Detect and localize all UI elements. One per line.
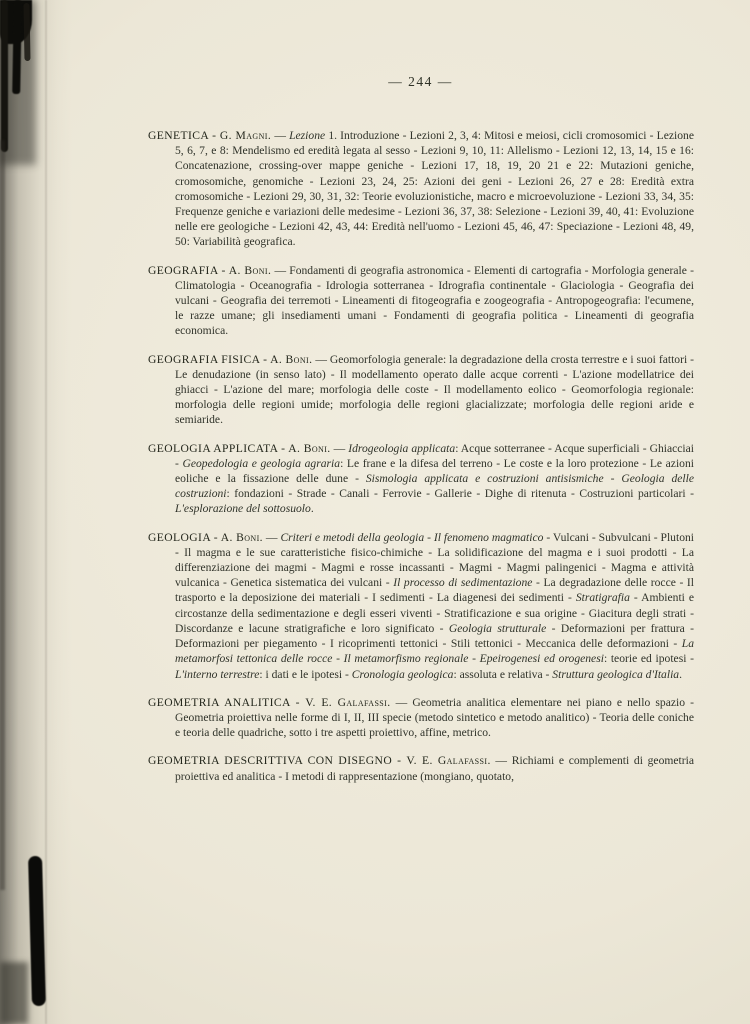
course-text: — Geomorfologia generale: la degradazione della crosta terrestre e i suoi fattori - Le denudazione (in senso lato) - Il modellamento operato dalle acque correnti - L'azione modellatrice dei ghiacci - L'azione del mare; morfologia delle coste - Il modellamento eolico - Geomorfologia regionale: morfologia delle regioni umide; morfologia delle regioni glacializzate; morfologia delle regioni aride e semiaride.: [175, 352, 694, 427]
course-text: : Acque sotterranee - Acque superficiali - Ghiacciai -: [175, 441, 694, 470]
course-text-italic: Geopedologia e geologia agraria: [182, 456, 341, 470]
course-title: GEOLOGIA APPLICATA - A. Boni.: [148, 441, 331, 455]
course-text: : fondazioni - Strade - Canali - Ferrovie - Gallerie - Dighe di ritenuta - Costruzioni particolari -: [226, 487, 694, 501]
course-paragraph: [148, 530, 694, 682]
course-text-italic: Epeirogenesi ed orogenesi: [479, 652, 604, 666]
ink-mark: [23, 3, 30, 61]
course-text: .: [310, 502, 314, 516]
course-text-italic: Geologia strutturale: [448, 621, 547, 635]
course-text: — Fondamenti di geografia astronomica - Elementi di cartografia - Morfologia generale - Climatologia - Oceanografia - Idrologia sotterranea - Idrografia continentale - Glaciologia - Geografia dei vulcani - Geografia dei terremoti - Lineamenti di fitogeografia e zoogeografia - Antropogeografia: l'ecumene, le razze umane; gli insediamenti umani - Fondamenti di geografia politica - Lineamenti di geografia economica.: [175, 263, 694, 338]
course-text: —: [262, 530, 281, 544]
ink-mark: [0, 0, 36, 165]
course-text-italic: Idrogeologia applicata: [348, 441, 456, 455]
course-text: 1. Introduzione - Lezioni 2, 3, 4: Mitosi e meiosi, cicli cromosomici - Lezione 5, 6, 7, e 8: Mendelismo ed eredità legata al sesso - Lezioni 9, 10, 11: Allelismo - Lezioni 12, 13, 14, 15 e 16: Concatenazione, crossing-over mappe geniche - Lezioni 17, 18, 19, 20 21 e 22: Mutazioni geniche, cromosomiche, genomiche - Lezioni 23, 24, 25: Azioni dei geni - Lezioni 26, 27 e 28: Eredità extra cromosomiche - Lezioni 29, 30, 31, 32: Teorie evoluzionistiche, macro e microevoluzione - Lezioni 33, 34, 35: Frequenze geniche e variazioni delle medesime - Lezioni 36, 37, 38: Selezione - Lezioni 39, 40, 41: Evoluzione nelle ere geologiche - Lezioni 42, 43, 44: Eredità nell'uomo - Lezioni 45, 46, 47: Speciazione - Lezioni 48, 49, 50: Variabilità geografica.: [175, 129, 694, 249]
course-text-italic: Stratigrafia: [575, 591, 630, 605]
page-number: — 244 —: [388, 74, 453, 89]
course-text: - Ambienti e circostanze della sedimentazione e degli esseri viventi - Stratificazione e sua origine - Giacitura degli strati - Discordanze e lacune stratigrafiche e loro significato -: [175, 591, 695, 635]
course-paragraph: [148, 441, 694, 517]
course-paragraph: [148, 352, 694, 428]
course-paragraph: [148, 263, 694, 339]
course-text: -: [603, 472, 622, 486]
ink-mark: [12, 0, 22, 94]
course-title: GEOGRAFIA FISICA - A. Boni.: [148, 352, 313, 366]
course-text-italic: L'esplorazione del sottosuolo: [175, 502, 311, 516]
course-text: -: [468, 652, 480, 666]
course-text: : i dati e le ipotesi -: [259, 667, 352, 681]
course-title: GENETICA - G. Magni.: [148, 129, 272, 142]
course-title: GEOGRAFIA - A. Boni.: [148, 263, 272, 277]
course-text: : assoluta e relativa -: [453, 667, 553, 681]
course-text: — Richiami e complementi di geometria proiettiva ed analitica - I metodi di rappresentazione (mongiano, quotato,: [175, 754, 694, 783]
ink-mark: [1, 0, 8, 152]
course-text-italic: Struttura geologica d'Italia: [552, 667, 680, 681]
course-text: —: [271, 129, 290, 142]
course-text: - Vulcani - Subvulcani - Plutoni - Il magma e le sue caratteristiche fisico-chimiche - La solidificazione del magma e i suoi prodotti - La differenziazione dei magmi - Magmi e rosse incassanti - Magmi - Magmi palingenici - Magma e attività vulcanica - Genetica sistematica dei vulcani -: [175, 530, 695, 590]
course-title: GEOMETRIA ANALITICA - V. E. Galafassi.: [148, 695, 391, 709]
page-crease: [45, 0, 47, 1024]
course-text-italic: Sismologia applicata e costruzioni antisismiche: [365, 472, 604, 486]
ink-mark: [0, 962, 28, 1024]
course-text: : teorie ed ipotesi -: [603, 652, 694, 666]
course-text: - La degradazione delle rocce - Il trasporto e la deposizione dei materiali - I sedimenti - La diagenesi dei sedimenti -: [175, 576, 694, 605]
course-text-italic: La metamorfosi tettonica delle rocce - Il metamorfismo regionale: [175, 637, 694, 666]
course-text: — Geometria analitica elementare nei piano e nello spazio - Geometria proiettiva nelle forme di I, II, III specie (metodo sintetico e metodo analitico) - Teoria delle coniche e teoria delle quadriche, sotto i tre aspetti proiettivo, affine, metrico.: [175, 695, 694, 740]
course-text-italic: L'interno terrestre: [175, 667, 260, 681]
course-text: : Le frane e la difesa del terreno - Le coste e la loro protezione - Le azioni eoliche e la fissazione delle dune -: [175, 456, 694, 486]
course-text-italic: Geologia delle costruzioni: [175, 472, 694, 501]
ink-mark: [28, 856, 46, 1006]
course-text: —: [330, 441, 349, 455]
binding-shadow: [0, 0, 72, 1024]
course-paragraph: [148, 753, 694, 783]
course-text: - Deformazioni per frattura - Deformazioni per piegamento - I ricoprimenti tettonici - Stili tettonici - Meccanica delle deformazioni -: [175, 621, 694, 651]
course-text: .: [679, 667, 682, 681]
course-text-italic: Il processo di sedimentazione: [393, 576, 533, 590]
course-paragraph: [148, 128, 694, 250]
course-title: GEOLOGIA - A. Boni.: [148, 530, 263, 544]
course-text-italic: Lezione: [289, 129, 326, 142]
course-list: [148, 128, 694, 797]
course-text-italic: Cronologia geologica: [351, 667, 454, 681]
course-title: GEOMETRIA DESCRITTIVA CON DISEGNO - V. E. Galafassi.: [148, 754, 491, 768]
ink-mark: [0, 0, 32, 44]
course-text-italic: Criteri e metodi della geologia - Il fenomeno magmatico: [280, 530, 544, 544]
course-paragraph: [148, 695, 694, 741]
ink-mark: [0, 140, 5, 890]
